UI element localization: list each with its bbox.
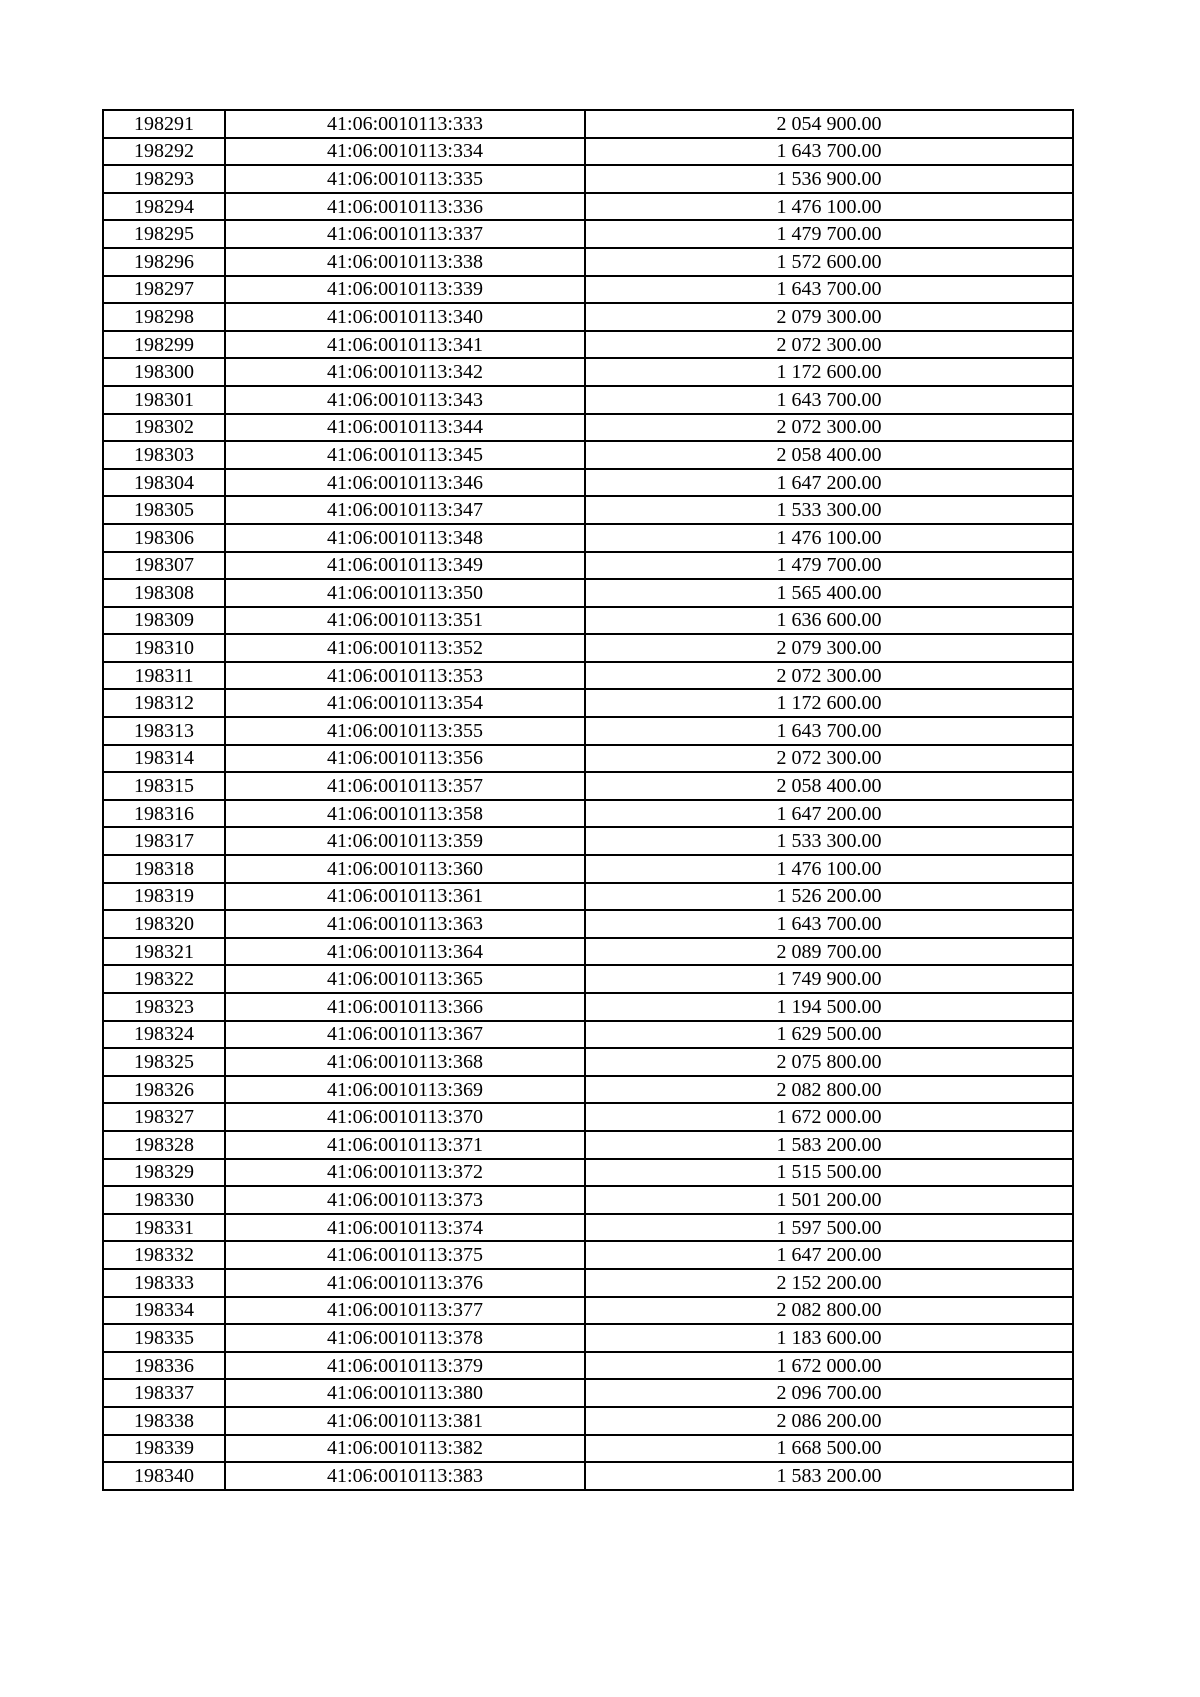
cadastral-number-cell: 41:06:0010113:340 (225, 303, 585, 331)
cadastral-number-cell: 41:06:0010113:345 (225, 441, 585, 469)
cadastral-value-table (102, 109, 1074, 1491)
cadastral-number-cell: 41:06:0010113:338 (225, 248, 585, 276)
table-row (103, 1186, 1073, 1214)
cadastral-value-cell: 2 152 200.00 (585, 1269, 1073, 1297)
table-row (103, 441, 1073, 469)
row-number-cell: 198324 (103, 1021, 225, 1049)
cadastral-value-cell: 1 583 200.00 (585, 1462, 1073, 1490)
cadastral-value-cell: 1 643 700.00 (585, 138, 1073, 166)
row-number-cell: 198302 (103, 414, 225, 442)
cadastral-number-cell: 41:06:0010113:365 (225, 965, 585, 993)
table-row (103, 800, 1073, 828)
cadastral-value-cell: 1 749 900.00 (585, 965, 1073, 993)
row-number-cell: 198337 (103, 1379, 225, 1407)
cadastral-value-cell: 1 194 500.00 (585, 993, 1073, 1021)
cadastral-value-cell: 2 054 900.00 (585, 110, 1073, 138)
cadastral-number-cell: 41:06:0010113:380 (225, 1379, 585, 1407)
table-row (103, 883, 1073, 911)
table-row (103, 110, 1073, 138)
cadastral-value-cell: 1 515 500.00 (585, 1159, 1073, 1187)
row-number-cell: 198320 (103, 910, 225, 938)
cadastral-number-cell: 41:06:0010113:342 (225, 358, 585, 386)
row-number-cell: 198301 (103, 386, 225, 414)
cadastral-number-cell: 41:06:0010113:333 (225, 110, 585, 138)
cadastral-value-cell: 1 476 100.00 (585, 193, 1073, 221)
table-row (103, 662, 1073, 690)
cadastral-value-cell: 1 672 000.00 (585, 1352, 1073, 1380)
cadastral-value-cell: 2 079 300.00 (585, 634, 1073, 662)
table-row (103, 552, 1073, 580)
cadastral-value-cell: 2 096 700.00 (585, 1379, 1073, 1407)
cadastral-value-cell: 1 501 200.00 (585, 1186, 1073, 1214)
cadastral-value-cell: 2 072 300.00 (585, 745, 1073, 773)
table-row (103, 993, 1073, 1021)
table-row (103, 358, 1073, 386)
cadastral-number-cell: 41:06:0010113:368 (225, 1048, 585, 1076)
table-row (103, 1352, 1073, 1380)
table-row (103, 1131, 1073, 1159)
cadastral-number-cell: 41:06:0010113:364 (225, 938, 585, 966)
table-row (103, 1103, 1073, 1131)
row-number-cell: 198294 (103, 193, 225, 221)
row-number-cell: 198309 (103, 607, 225, 635)
row-number-cell: 198321 (103, 938, 225, 966)
cadastral-number-cell: 41:06:0010113:369 (225, 1076, 585, 1104)
table-row (103, 1324, 1073, 1352)
row-number-cell: 198291 (103, 110, 225, 138)
cadastral-number-cell: 41:06:0010113:372 (225, 1159, 585, 1187)
cadastral-number-cell: 41:06:0010113:355 (225, 717, 585, 745)
row-number-cell: 198322 (103, 965, 225, 993)
cadastral-number-cell: 41:06:0010113:374 (225, 1214, 585, 1242)
row-number-cell: 198313 (103, 717, 225, 745)
table-row (103, 414, 1073, 442)
cadastral-number-cell: 41:06:0010113:352 (225, 634, 585, 662)
row-number-cell: 198300 (103, 358, 225, 386)
row-number-cell: 198329 (103, 1159, 225, 1187)
cadastral-number-cell: 41:06:0010113:366 (225, 993, 585, 1021)
table-row (103, 220, 1073, 248)
row-number-cell: 198336 (103, 1352, 225, 1380)
cadastral-number-cell: 41:06:0010113:344 (225, 414, 585, 442)
cadastral-value-cell: 2 082 800.00 (585, 1076, 1073, 1104)
cadastral-value-cell: 1 643 700.00 (585, 910, 1073, 938)
cadastral-number-cell: 41:06:0010113:349 (225, 552, 585, 580)
cadastral-number-cell: 41:06:0010113:383 (225, 1462, 585, 1490)
cadastral-value-cell: 2 072 300.00 (585, 414, 1073, 442)
cadastral-number-cell: 41:06:0010113:382 (225, 1435, 585, 1463)
cadastral-value-cell: 2 072 300.00 (585, 662, 1073, 690)
table-row (103, 772, 1073, 800)
table-row (103, 1269, 1073, 1297)
cadastral-value-cell: 2 072 300.00 (585, 331, 1073, 359)
table-row (103, 745, 1073, 773)
row-number-cell: 198305 (103, 496, 225, 524)
cadastral-value-cell: 2 058 400.00 (585, 441, 1073, 469)
cadastral-value-cell: 1 668 500.00 (585, 1435, 1073, 1463)
table-row (103, 1407, 1073, 1435)
cadastral-number-cell: 41:06:0010113:360 (225, 855, 585, 883)
cadastral-value-cell: 2 089 700.00 (585, 938, 1073, 966)
row-number-cell: 198331 (103, 1214, 225, 1242)
cadastral-value-cell: 1 565 400.00 (585, 579, 1073, 607)
row-number-cell: 198340 (103, 1462, 225, 1490)
cadastral-value-cell: 2 075 800.00 (585, 1048, 1073, 1076)
row-number-cell: 198306 (103, 524, 225, 552)
table-row (103, 1048, 1073, 1076)
cadastral-value-cell: 1 526 200.00 (585, 883, 1073, 911)
table-row (103, 634, 1073, 662)
table-row (103, 1297, 1073, 1325)
cadastral-number-cell: 41:06:0010113:336 (225, 193, 585, 221)
row-number-cell: 198297 (103, 276, 225, 304)
cadastral-value-cell: 2 082 800.00 (585, 1297, 1073, 1325)
cadastral-value-cell: 1 583 200.00 (585, 1131, 1073, 1159)
table-row (103, 717, 1073, 745)
row-number-cell: 198339 (103, 1435, 225, 1463)
cadastral-value-cell: 1 643 700.00 (585, 386, 1073, 414)
cadastral-number-cell: 41:06:0010113:370 (225, 1103, 585, 1131)
row-number-cell: 198318 (103, 855, 225, 883)
cadastral-number-cell: 41:06:0010113:348 (225, 524, 585, 552)
cadastral-number-cell: 41:06:0010113:343 (225, 386, 585, 414)
row-number-cell: 198319 (103, 883, 225, 911)
row-number-cell: 198332 (103, 1241, 225, 1269)
row-number-cell: 198296 (103, 248, 225, 276)
table-row (103, 1379, 1073, 1407)
cadastral-number-cell: 41:06:0010113:358 (225, 800, 585, 828)
cadastral-value-cell: 1 533 300.00 (585, 496, 1073, 524)
cadastral-number-cell: 41:06:0010113:353 (225, 662, 585, 690)
cadastral-value-cell: 1 643 700.00 (585, 276, 1073, 304)
table-row (103, 827, 1073, 855)
table-row (103, 248, 1073, 276)
cadastral-number-cell: 41:06:0010113:337 (225, 220, 585, 248)
row-number-cell: 198315 (103, 772, 225, 800)
row-number-cell: 198314 (103, 745, 225, 773)
table-row (103, 331, 1073, 359)
row-number-cell: 198307 (103, 552, 225, 580)
cadastral-value-cell: 2 086 200.00 (585, 1407, 1073, 1435)
row-number-cell: 198310 (103, 634, 225, 662)
row-number-cell: 198323 (103, 993, 225, 1021)
table-body (103, 110, 1073, 1490)
cadastral-value-cell: 1 533 300.00 (585, 827, 1073, 855)
row-number-cell: 198304 (103, 469, 225, 497)
row-number-cell: 198325 (103, 1048, 225, 1076)
cadastral-value-cell: 1 183 600.00 (585, 1324, 1073, 1352)
row-number-cell: 198330 (103, 1186, 225, 1214)
cadastral-number-cell: 41:06:0010113:354 (225, 689, 585, 717)
cadastral-value-cell: 1 476 100.00 (585, 855, 1073, 883)
table-row (103, 386, 1073, 414)
cadastral-number-cell: 41:06:0010113:373 (225, 1186, 585, 1214)
cadastral-value-cell: 1 643 700.00 (585, 717, 1073, 745)
table-row (103, 1076, 1073, 1104)
cadastral-value-cell: 2 058 400.00 (585, 772, 1073, 800)
cadastral-value-cell: 1 572 600.00 (585, 248, 1073, 276)
table-row (103, 1241, 1073, 1269)
cadastral-value-cell: 1 172 600.00 (585, 358, 1073, 386)
table-row (103, 965, 1073, 993)
cadastral-number-cell: 41:06:0010113:375 (225, 1241, 585, 1269)
cadastral-number-cell: 41:06:0010113:361 (225, 883, 585, 911)
cadastral-number-cell: 41:06:0010113:351 (225, 607, 585, 635)
cadastral-value-cell: 1 172 600.00 (585, 689, 1073, 717)
row-number-cell: 198335 (103, 1324, 225, 1352)
cadastral-value-cell: 1 647 200.00 (585, 800, 1073, 828)
cadastral-value-cell: 2 079 300.00 (585, 303, 1073, 331)
cadastral-number-cell: 41:06:0010113:371 (225, 1131, 585, 1159)
cadastral-value-cell: 1 629 500.00 (585, 1021, 1073, 1049)
cadastral-number-cell: 41:06:0010113:359 (225, 827, 585, 855)
cadastral-number-cell: 41:06:0010113:347 (225, 496, 585, 524)
row-number-cell: 198303 (103, 441, 225, 469)
cadastral-value-cell: 1 597 500.00 (585, 1214, 1073, 1242)
table-row (103, 1462, 1073, 1490)
cadastral-number-cell: 41:06:0010113:378 (225, 1324, 585, 1352)
cadastral-value-cell: 1 672 000.00 (585, 1103, 1073, 1131)
row-number-cell: 198292 (103, 138, 225, 166)
cadastral-value-cell: 1 479 700.00 (585, 552, 1073, 580)
table-row (103, 303, 1073, 331)
table-row (103, 579, 1073, 607)
table-row (103, 496, 1073, 524)
table-row (103, 276, 1073, 304)
cadastral-value-cell: 1 647 200.00 (585, 1241, 1073, 1269)
row-number-cell: 198312 (103, 689, 225, 717)
cadastral-number-cell: 41:06:0010113:381 (225, 1407, 585, 1435)
cadastral-number-cell: 41:06:0010113:334 (225, 138, 585, 166)
cadastral-number-cell: 41:06:0010113:346 (225, 469, 585, 497)
row-number-cell: 198338 (103, 1407, 225, 1435)
table-row (103, 1214, 1073, 1242)
cadastral-value-cell: 1 636 600.00 (585, 607, 1073, 635)
row-number-cell: 198308 (103, 579, 225, 607)
row-number-cell: 198334 (103, 1297, 225, 1325)
row-number-cell: 198316 (103, 800, 225, 828)
cadastral-number-cell: 41:06:0010113:335 (225, 165, 585, 193)
row-number-cell: 198299 (103, 331, 225, 359)
cadastral-value-cell: 1 479 700.00 (585, 220, 1073, 248)
cadastral-value-cell: 1 647 200.00 (585, 469, 1073, 497)
cadastral-number-cell: 41:06:0010113:339 (225, 276, 585, 304)
row-number-cell: 198327 (103, 1103, 225, 1131)
table-row (103, 910, 1073, 938)
table-row (103, 689, 1073, 717)
cadastral-number-cell: 41:06:0010113:357 (225, 772, 585, 800)
table-row (103, 524, 1073, 552)
cadastral-number-cell: 41:06:0010113:356 (225, 745, 585, 773)
row-number-cell: 198298 (103, 303, 225, 331)
cadastral-value-cell: 1 476 100.00 (585, 524, 1073, 552)
row-number-cell: 198328 (103, 1131, 225, 1159)
cadastral-number-cell: 41:06:0010113:341 (225, 331, 585, 359)
row-number-cell: 198333 (103, 1269, 225, 1297)
table-row (103, 1435, 1073, 1463)
table-row (103, 938, 1073, 966)
table-row (103, 1159, 1073, 1187)
row-number-cell: 198317 (103, 827, 225, 855)
table-row (103, 193, 1073, 221)
cadastral-number-cell: 41:06:0010113:350 (225, 579, 585, 607)
cadastral-number-cell: 41:06:0010113:379 (225, 1352, 585, 1380)
table-row (103, 165, 1073, 193)
cadastral-number-cell: 41:06:0010113:376 (225, 1269, 585, 1297)
cadastral-number-cell: 41:06:0010113:377 (225, 1297, 585, 1325)
row-number-cell: 198295 (103, 220, 225, 248)
cadastral-value-cell: 1 536 900.00 (585, 165, 1073, 193)
cadastral-number-cell: 41:06:0010113:367 (225, 1021, 585, 1049)
row-number-cell: 198326 (103, 1076, 225, 1104)
row-number-cell: 198293 (103, 165, 225, 193)
table-row (103, 607, 1073, 635)
cadastral-number-cell: 41:06:0010113:363 (225, 910, 585, 938)
table-row (103, 855, 1073, 883)
table-row (103, 138, 1073, 166)
table-row (103, 1021, 1073, 1049)
table-row (103, 469, 1073, 497)
row-number-cell: 198311 (103, 662, 225, 690)
